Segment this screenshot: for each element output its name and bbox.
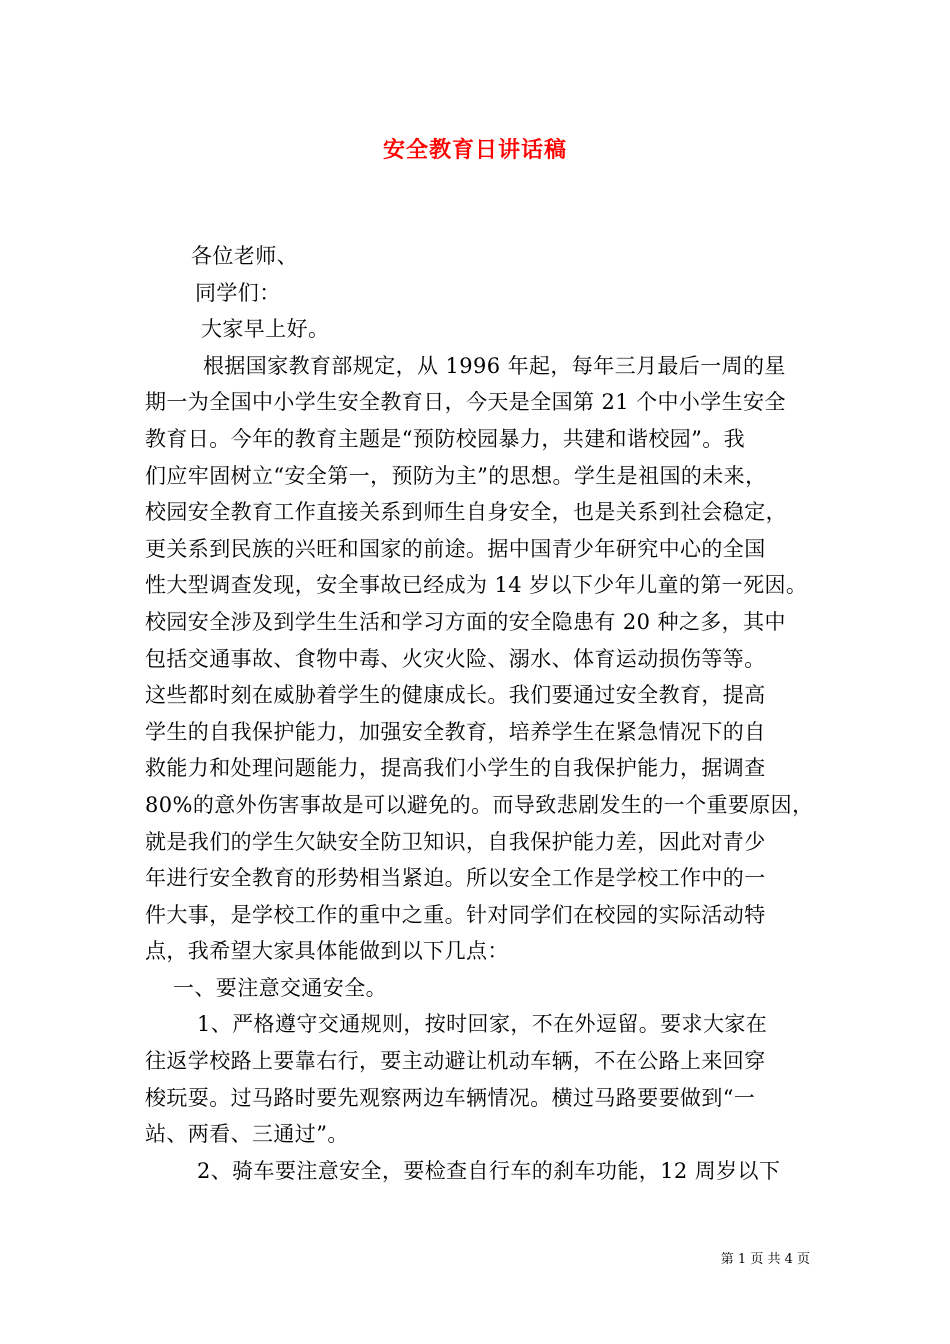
document-title: 安全教育日讲话稿 <box>382 138 567 163</box>
paragraph-line: 梭玩耍。过马路时要先观察两边车辆情况。横过马路要要做到“一 <box>145 1085 756 1110</box>
salutation-line: 同学们： <box>195 280 281 305</box>
document-body <box>145 238 814 1189</box>
paragraph-line: 教育日。今年的教育主题是“预防校园暴力，共建和谐校园”。我 <box>145 426 746 451</box>
paragraph-line: 就是我们的学生欠缺安全防卫知识，自我保护能力差，因此对青少 <box>145 829 766 854</box>
paragraph-line: 校园安全教育工作直接关系到师生自身安全，也是关系到社会稳定， <box>145 500 787 525</box>
paragraph-line: 包括交通事故、食物中毒、火灾火险、溺水、体育运动损伤等等。 <box>145 646 766 671</box>
paragraph-line: 根据国家教育部规定，从 1996 年起，每年三月最后一周的星 <box>203 353 786 378</box>
paragraph-line: 点，我希望大家具体能做到以下几点： <box>145 939 509 964</box>
paragraph-line: 更关系到民族的兴旺和国家的前途。据中国青少年研究中心的全国 <box>145 536 766 561</box>
paragraph-line: 这些都时刻在威胁着学生的健康成长。我们要通过安全教育，提高 <box>145 683 766 708</box>
paragraph-line: 期一为全国中小学生安全教育日，今天是全国第 21 个中小学生安全 <box>145 390 786 415</box>
paragraph-line: 2、骑车要注意安全，要检查自行车的刹车功能，12 周岁以下 <box>197 1158 781 1183</box>
paragraph-line: 件大事，是学校工作的重中之重。针对同学们在校园的实际活动特 <box>145 902 766 927</box>
paragraph-line: 性大型调查发现，安全事故已经成为 14 岁以下少年儿童的第一死因。 <box>145 573 808 598</box>
greeting-line: 大家早上好。 <box>201 317 330 342</box>
salutation-line: 各位老师、 <box>191 244 298 268</box>
paragraph-line: 校园安全涉及到学生生活和学习方面的安全隐患有 20 种之多，其中 <box>145 609 786 634</box>
paragraph-line: 们应牢固树立“安全第一，预防为主”的思想。学生是祖国的未来， <box>145 463 767 488</box>
paragraph-line: 往返学校路上要靠右行，要主动避让机动车辆，不在公路上来回穿 <box>145 1049 766 1074</box>
section-heading: 一、要注意交通安全。 <box>173 975 387 1000</box>
paragraph-line: 1、严格遵守交通规则，按时回家，不在外逗留。要求大家在 <box>197 1012 768 1037</box>
page-number-footer: 第 1 页 共 4 页 <box>720 1252 810 1267</box>
paragraph-line: 站、两看、三通过”。 <box>145 1122 349 1147</box>
paragraph-line: 学生的自我保护能力，加强安全教育，培养学生在紧急情况下的自 <box>145 719 766 744</box>
paragraph-line: 80%的意外伤害事故是可以避免的。而导致悲剧发生的一个重要原因， <box>145 792 814 817</box>
paragraph-line: 救能力和处理问题能力，提高我们小学生的自我保护能力，据调查 <box>145 756 766 781</box>
paragraph-line: 年进行安全教育的形势相当紧迫。所以安全工作是学校工作中的一 <box>145 866 766 891</box>
